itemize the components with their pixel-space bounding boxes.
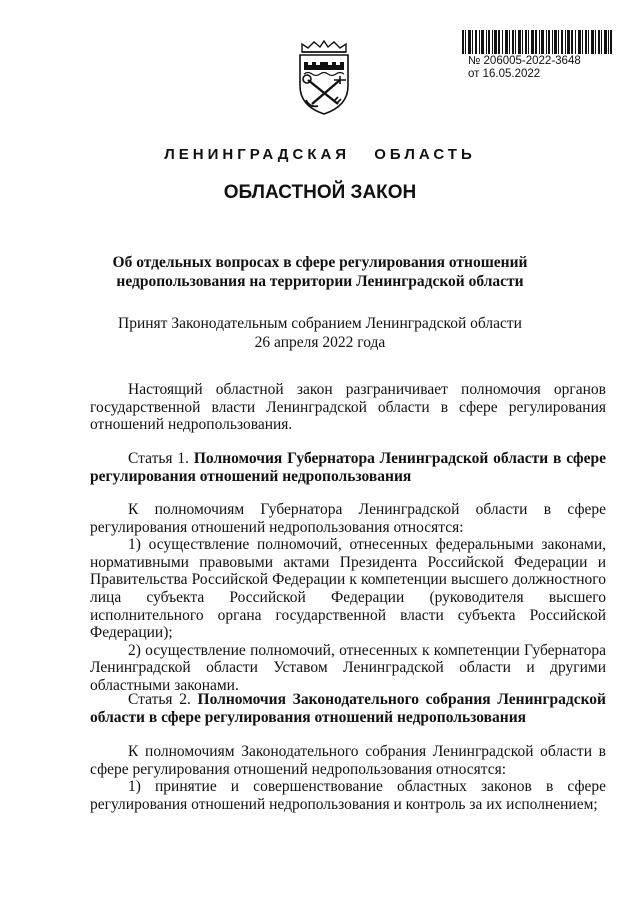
article-2-lead: К полномочиям Законодательного собрания Ленинградской области в сфере регулирования отношений недропользования относятся: <box>90 743 606 778</box>
article-2-title: Полномочия Законодательного собрания Ленинградской области в сфере регулирования отношений недропользования <box>90 691 606 726</box>
region-heading: ЛЕНИНГРАДСКАЯ ОБЛАСТЬ <box>164 146 476 163</box>
law-type-heading: ОБЛАСТНОЙ ЗАКОН <box>223 182 417 203</box>
adoption-note <box>80 314 560 352</box>
article-1-heading <box>90 450 606 485</box>
article-2-item-1: 1) принятие и совершенствование областных законов в сфере регулирования отношений недропользования и контроль за их исполнением; <box>90 778 606 813</box>
coat-of-arms-emblem <box>294 40 354 116</box>
registration-barcode <box>462 30 612 54</box>
law-title: Об отдельных вопросах в сфере регулирования отношений недропользования на территории Ленинградской области <box>112 254 528 290</box>
article-2-number: Статья 2. <box>128 691 191 708</box>
article-1-lead: К полномочиям Губернатора Ленинградской области в сфере регулирования отношений недропользования относятся: <box>90 501 606 536</box>
adoption-body-line: Принят Законодательным собранием Ленинградской области <box>118 315 522 332</box>
registration-date: от 16.05.2022 <box>468 68 541 80</box>
article-2-heading <box>90 691 606 726</box>
article-2-body <box>90 743 606 813</box>
registration-number: № 206005-2022-3648 <box>468 55 581 67</box>
preamble-paragraph: Настоящий областной закон разграничивает полномочия органов государственной власти Ленинградской области в сфере регулирования отношений недропользования. <box>90 381 606 434</box>
article-1-title: Полномочия Губернатора Ленинградской области в сфере регулирования отношений недропользования <box>90 450 606 485</box>
article-1-item-2: 2) осуществление полномочий, отнесенных к компетенции Губернатора Ленинградской области Уставом Ленинградской области и другими областными законами. <box>90 641 606 694</box>
preamble <box>90 381 606 434</box>
adoption-date-line: 26 апреля 2022 года <box>254 334 386 351</box>
article-1-item-1: 1) осуществление полномочий, отнесенных федеральными законами, нормативными правовыми актами Президента Российской Федерации и Правительства Российской Федерации к компетенции высшего должностного лица субъекта Российской Федерации (руководителя высшего исполнительного органа государственной власти субъекта Российской Федерации); <box>90 536 606 642</box>
article-1-number: Статья 1. <box>128 450 190 467</box>
article-1-body <box>90 501 606 695</box>
